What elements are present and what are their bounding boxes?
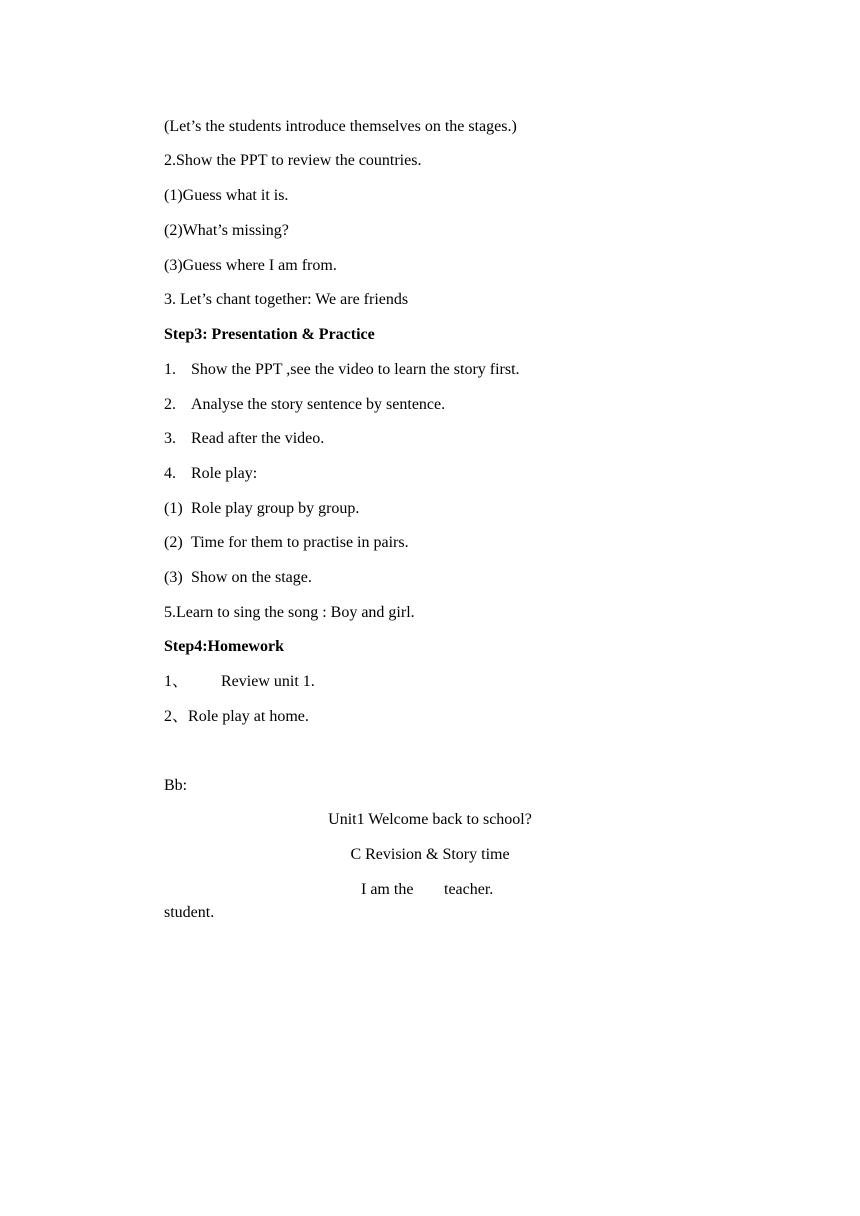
homework-item-text: Review unit 1. bbox=[221, 673, 315, 690]
roleplay-item-number: (1) bbox=[164, 500, 183, 517]
roleplay-item-text: Role play group by group. bbox=[191, 500, 360, 517]
roleplay-item-text: Show on the stage. bbox=[191, 569, 312, 586]
step3-item bbox=[164, 360, 520, 380]
step3-item-number: 4. bbox=[164, 465, 176, 482]
guess-what-line: (1)Guess what it is. bbox=[164, 187, 289, 204]
step3-heading: Step3: Presentation & Practice bbox=[164, 326, 375, 343]
step3-item bbox=[164, 429, 324, 449]
board-line-part1: I am the bbox=[361, 881, 414, 898]
homework-item-number: 2、 bbox=[164, 708, 189, 725]
roleplay-item-text: Time for them to practise in pairs. bbox=[191, 534, 409, 551]
chant-line: 3. Let’s chant together: We are friends bbox=[164, 291, 409, 308]
step3-item bbox=[164, 395, 445, 415]
step3-item-text: Show the PPT ,see the video to learn the story first. bbox=[191, 361, 520, 378]
guess-where-line: (3)Guess where I am from. bbox=[164, 257, 337, 274]
roleplay-item bbox=[164, 568, 312, 588]
review-countries-line: 2.Show the PPT to review the countries. bbox=[164, 152, 422, 169]
board-subtitle: C Revision & Story time bbox=[350, 846, 510, 863]
intro-line: (Let’s the students introduce themselves on the stages.) bbox=[164, 118, 517, 135]
board-title: Unit1 Welcome back to school? bbox=[328, 811, 532, 828]
step3-item-number: 2. bbox=[164, 396, 176, 413]
step3-item-text: Analyse the story sentence by sentence. bbox=[191, 396, 446, 413]
roleplay-item bbox=[164, 533, 409, 553]
step3-item bbox=[164, 464, 257, 484]
step3-item-text: Role play: bbox=[191, 465, 258, 482]
bb-label: Bb: bbox=[164, 777, 188, 794]
step4-heading: Step4:Homework bbox=[164, 638, 284, 655]
step3-item-number: 1. bbox=[164, 361, 176, 378]
roleplay-item bbox=[164, 499, 359, 519]
homework-item-text: Role play at home. bbox=[188, 708, 309, 725]
song-line: 5.Learn to sing the song : Boy and girl. bbox=[164, 604, 415, 621]
roleplay-item-number: (2) bbox=[164, 534, 183, 551]
homework-item bbox=[164, 707, 309, 727]
step3-item-text: Read after the video. bbox=[191, 430, 325, 447]
homework-item-number: 1、 bbox=[164, 673, 189, 690]
roleplay-item-number: (3) bbox=[164, 569, 183, 586]
homework-item bbox=[164, 672, 315, 692]
board-trailing-word: student. bbox=[164, 904, 215, 921]
board-line-part2: teacher. bbox=[444, 881, 494, 898]
step3-item-number: 3. bbox=[164, 430, 176, 447]
whats-missing-line: (2)What’s missing? bbox=[164, 222, 289, 239]
